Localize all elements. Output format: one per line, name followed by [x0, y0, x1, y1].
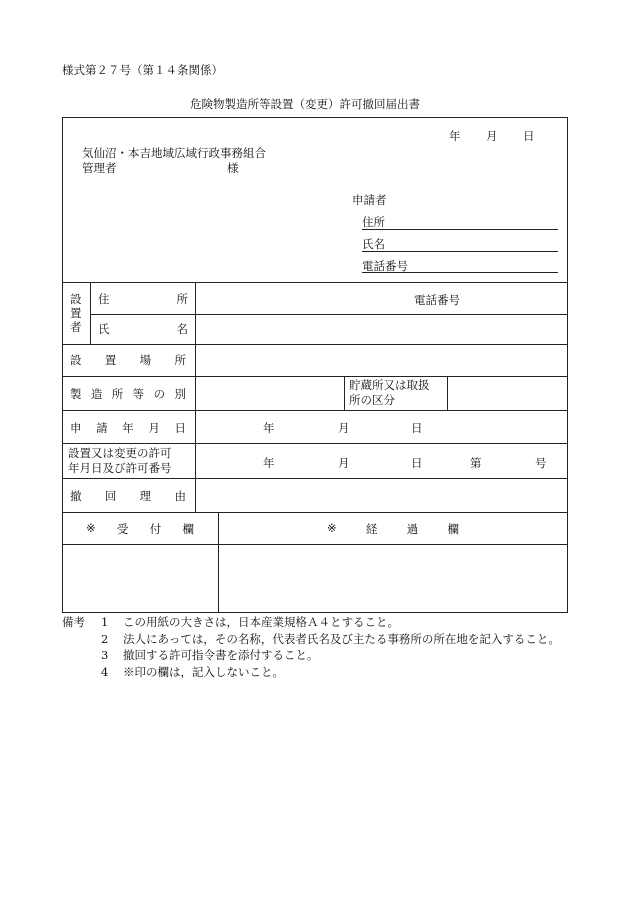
- installer-address-field[interactable]: [196, 283, 567, 314]
- applicant-address-line[interactable]: [362, 229, 558, 230]
- addressee-org: 気仙沼・本吉地域広域行政事務組合: [82, 146, 266, 160]
- permit-day: 日: [411, 456, 423, 470]
- date-year: 年: [449, 129, 461, 143]
- remarks-list: [101, 614, 560, 680]
- reception-header: ※ 受 付 欄: [86, 521, 194, 536]
- installer-phone-label: 電話番号: [414, 293, 460, 307]
- applicant-phone-line[interactable]: [362, 272, 558, 273]
- reason-field[interactable]: [196, 479, 567, 512]
- location-field[interactable]: [196, 345, 567, 376]
- permit-dai: 第: [470, 456, 482, 470]
- applicant-address-label: 住所: [362, 215, 385, 229]
- application-year: 年: [263, 421, 275, 435]
- remark-item: 1 この用紙の大きさは，日本産業規格Ａ４とすること。: [101, 615, 399, 629]
- permit-go: 号: [535, 456, 547, 470]
- addressee-honorific: 様: [227, 161, 239, 175]
- installer-name-label: 氏 名: [98, 322, 188, 336]
- installer-char: 者: [70, 320, 82, 334]
- progress-header: ※ 経 過 欄: [327, 521, 459, 536]
- applicant-name-label: 氏名: [362, 237, 385, 251]
- storage-label: 貯蔵所又は取扱 所の区分: [349, 378, 430, 407]
- facility-type-field[interactable]: [196, 377, 344, 410]
- installer-char: 置: [70, 306, 82, 320]
- location-label: 設 置 場 所: [70, 353, 186, 367]
- form-number: 様式第２７号（第１４条関係）: [62, 63, 223, 77]
- application-day: 日: [411, 421, 423, 435]
- permit-year: 年: [263, 456, 275, 470]
- remark-item: 3 撤回する許可指令書を添付すること。: [101, 648, 319, 662]
- applicant-heading: 申請者: [352, 193, 387, 207]
- applicant-phone-label: 電話番号: [362, 259, 408, 273]
- reason-label: 撤 回 理 由: [70, 489, 186, 503]
- date-month: 月: [486, 129, 498, 143]
- applicant-name-line[interactable]: [362, 251, 558, 252]
- remark-item: 2 法人にあっては，その名称，代表者氏名及び主たる事務所の所在地を記入すること。: [101, 631, 560, 646]
- storage-field[interactable]: [448, 377, 567, 410]
- addressee-title: 管理者: [82, 161, 117, 175]
- permit-label: 設置又は変更の許可 年月日及び許可番号: [68, 446, 172, 475]
- installer-char: 設: [70, 292, 82, 306]
- installer-group-label: [70, 292, 82, 334]
- facility-type-label: 製 造 所 等 の 別: [70, 387, 186, 401]
- remark-item: 4 ※印の欄は，記入しないこと。: [101, 664, 284, 679]
- date-day: 日: [523, 129, 535, 143]
- installer-name-field[interactable]: [196, 315, 567, 344]
- application-date-label: 申 請 年 月 日: [70, 421, 186, 435]
- remarks-label: 備考: [62, 615, 85, 629]
- form-title: 危険物製造所等設置（変更）許可撤回届出書: [190, 97, 420, 111]
- permit-month: 月: [338, 456, 350, 470]
- installer-address-label: 住 所: [98, 292, 188, 306]
- application-month: 月: [338, 421, 350, 435]
